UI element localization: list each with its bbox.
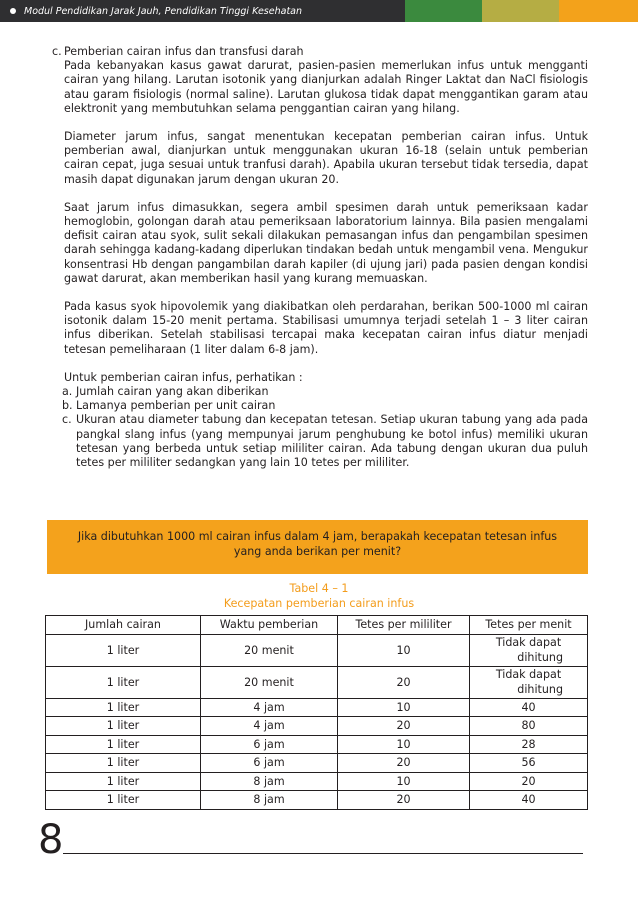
cell-line: dihitung (517, 683, 563, 696)
table-cell: 20 (470, 772, 588, 791)
table-cell: 6 jam (201, 735, 338, 754)
paragraph-1: Pada kebanyakan kasus gawat darurat, pasien-pasien memerlukan infus untuk mengganti cairan yang hilang. Larutan isotonik yang dianjurkan adalah Ringer Laktat dan NaCl fisiologis atau garam fisiologis (normal saline). Larutan glukosa tidak dapat menggantikan garam atau elektronit yang membutuhkan selama penggantian cairan yang hilang. (64, 59, 588, 115)
table-cell: 80 (470, 717, 588, 736)
table-cell: 8 jam (201, 791, 338, 810)
list-item (52, 399, 588, 413)
table-caption-number: Tabel 4 – 1 (289, 582, 349, 595)
page-number: 8 (38, 817, 64, 863)
table-cell: 20 menit (201, 666, 338, 698)
table-caption-title: Kecepatan pemberian cairan infus (223, 597, 415, 610)
table-cell: 20 (338, 717, 470, 736)
infusion-rate-table (45, 615, 588, 810)
table-cell: 56 (470, 754, 588, 773)
section-heading-row (52, 45, 588, 59)
table-cell (470, 666, 588, 698)
table-cell: 20 (338, 791, 470, 810)
table-row (46, 666, 588, 698)
table-row (46, 634, 588, 666)
footer-rule (63, 853, 583, 854)
table-row (46, 791, 588, 810)
table-cell: 40 (470, 791, 588, 810)
table-cell: 10 (338, 735, 470, 754)
bullet-icon (10, 8, 16, 14)
column-header: Tetes per mililiter (338, 616, 470, 635)
paragraph-4: Pada kasus syok hipovolemik yang diakibatkan oleh perdarahan, berikan 500-1000 ml cairan isotonik dalam 15-20 menit pertama. Stabilisasi umumnya terjadi setelah 1 – 3 liter cairan infus diberikan. Setelah stabilisasi tercapai maka kecepatan cairan infus diatur menjadi tetesan pemeliharaan (1 liter dalam 6-8 jam). (64, 300, 588, 356)
list-text: Jumlah cairan yang akan diberikan (76, 385, 269, 399)
table-row (46, 754, 588, 773)
section-marker: c. (52, 45, 62, 58)
table-cell: 4 jam (201, 717, 338, 736)
column-header: Tetes per menit (470, 616, 588, 635)
table-cell: 1 liter (46, 735, 201, 754)
table-row (46, 698, 588, 717)
header-title: Modul Pendidikan Jarak Jauh, Pendidikan Tinggi Kesehatan (24, 5, 303, 17)
header-title-bar (0, 0, 405, 22)
table-cell (470, 634, 588, 666)
list-marker: b. (62, 399, 73, 413)
section-heading: Pemberian cairan infus dan transfusi darah (64, 45, 304, 58)
column-header: Jumlah cairan (46, 616, 201, 635)
table-cell: 1 liter (46, 698, 201, 717)
header-color-block-olive (482, 0, 559, 22)
list-marker: c. (62, 413, 72, 427)
table-cell: 28 (470, 735, 588, 754)
list-text: Ukuran atau diameter tabung dan kecepatan tetesan. Setiap ukuran tabung yang ada pada pangkal slang infus (yang mempunyai jarum penghubung ke botol infus) memiliki ukuran tetesan yang berbeda untuk setiap mililiter cairan. Ada tabung dengan ukuran dua puluh tetes per mililiter sedangkan yang lain 10 tetes per mililiter. (76, 413, 588, 470)
table-cell: 1 liter (46, 666, 201, 698)
cell-line: Tidak dapat (495, 636, 562, 649)
paragraph-5: Untuk pemberian cairan infus, perhatikan : (64, 370, 303, 384)
table-cell: 10 (338, 634, 470, 666)
cell-line: dihitung (517, 651, 563, 664)
column-header: Waktu pemberian (201, 616, 338, 635)
table-cell: 10 (338, 698, 470, 717)
header-color-block-green (405, 0, 482, 22)
list-marker: a. (62, 385, 73, 399)
table-cell: 1 liter (46, 717, 201, 736)
list-item (52, 385, 588, 399)
main-content (52, 45, 588, 470)
table-cell: 40 (470, 698, 588, 717)
paragraph-2: Diameter jarum infus, sangat menentukan kecepatan pemberian cairan infus. Untuk pemberian awal, dianjurkan untuk menggunakan ukuran 16-18 (selain untuk pemberian cairan cepat, juga sesuai untuk tranfusi darah). Apabila ukuran tersebut tidak tersedia, dapat masih dapat digunakan jarum dengan ukuran 20. (64, 130, 588, 186)
table-row (46, 735, 588, 754)
question-box: Jika dibutuhkan 1000 ml cairan infus dalam 4 jam, berapakah kecepatan tetesan infus yang anda berikan per menit? (47, 520, 588, 574)
table-header-row (46, 616, 588, 635)
cell-line: Tidak dapat (495, 668, 562, 681)
table-row (46, 717, 588, 736)
table-cell: 6 jam (201, 754, 338, 773)
table-cell: 1 liter (46, 772, 201, 791)
header-color-block-orange (559, 0, 638, 22)
table-cell: 1 liter (46, 634, 201, 666)
list-item (52, 413, 588, 470)
table-cell: 20 (338, 666, 470, 698)
table-cell: 10 (338, 772, 470, 791)
paragraph-3: Saat jarum infus dimasukkan, segera ambil spesimen darah untuk pemeriksaan kadar hemoglobin, golongan darah atau pemeriksaan laboratorium lainnya. Bila pasien mengalami defisit cairan atau syok, sulit sekali dilakukan pemasangan infus dan pengambilan spesimen darah sehingga kadang-kadang diperlukan tindakan bedah untuk mengambil vena. Mengukur konsentrasi Hb dengan pangambilan darah kapiler (di ujung jari) pada pasien dengan kondisi gawat darurat, akan memberikan hasil yang kurang memuaskan. (64, 200, 588, 285)
table-cell: 8 jam (201, 772, 338, 791)
table-row (46, 772, 588, 791)
table-cell: 4 jam (201, 698, 338, 717)
table-cell: 20 menit (201, 634, 338, 666)
list-text: Lamanya pemberian per unit cairan (76, 399, 276, 413)
table-cell: 20 (338, 754, 470, 773)
table-cell: 1 liter (46, 791, 201, 810)
table-cell: 1 liter (46, 754, 201, 773)
page-header (0, 0, 638, 22)
